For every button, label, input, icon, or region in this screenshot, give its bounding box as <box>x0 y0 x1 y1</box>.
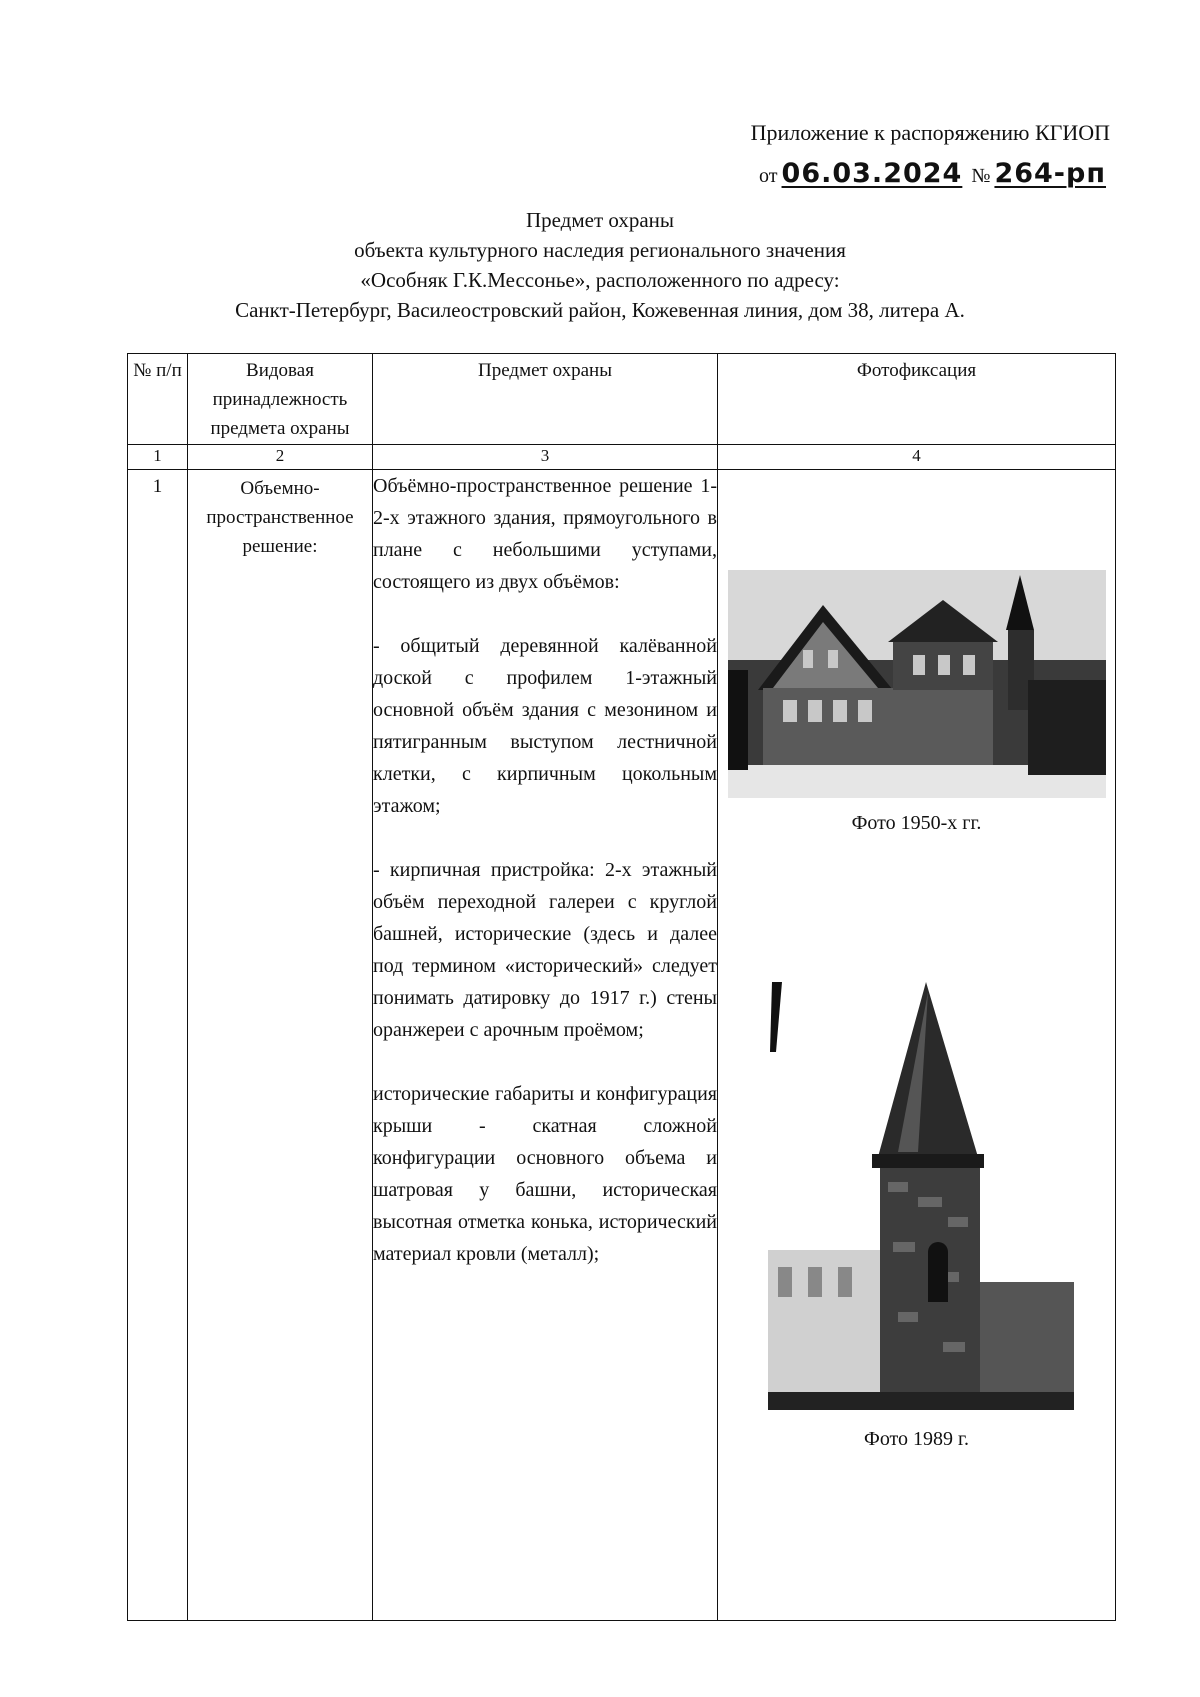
house-photo-1950s <box>728 570 1106 798</box>
row-subject <box>373 470 718 1621</box>
title-line-1: Предмет охраны <box>525 208 675 232</box>
column-number: 3 <box>373 445 718 470</box>
subject-paragraph: исторические габариты и конфигурация крыши - скатная сложной конфигурации основного объема и шатровая у башни, историческая высотная отметка конька, исторический материал кровли (металл); <box>373 1083 717 1265</box>
column-number: 1 <box>128 445 188 470</box>
subject-paragraph: - кирпичная пристройка: 2-х этажный объём переходной галереи с круглой башней, исторические (здесь и далее под термином «исторический» следует понимать датировку до 1917 г.) стены оранжереи с арочным проёмом; <box>373 859 717 1041</box>
header-photo: Фотофиксация <box>718 354 1116 445</box>
column-number: 4 <box>718 445 1116 470</box>
row-number: 1 <box>128 470 188 1621</box>
order-number: 264-рп <box>994 158 1106 189</box>
column-number-row <box>128 445 1116 470</box>
photo-caption-1989: Фото 1989 г. <box>864 1428 969 1450</box>
title-line-4: Санкт-Петербург, Василеостровский район, Кожевенная линия, дом 38, литера А. <box>235 298 965 322</box>
order-date: 06.03.2024 <box>781 158 963 189</box>
document-title <box>60 205 1140 325</box>
title-line-3: «Особняк Г.К.Мессонье», расположенного по адресу: <box>360 268 840 292</box>
header-type: Видовая принадлежность предмета охраны <box>188 354 373 445</box>
tower-photo-1989 <box>768 982 1074 1410</box>
subject-paragraph: Объёмно-пространственное решение 1-2-х этажного здания, прямоугольного в плане с небольшими уступами, состоящего из двух объёмов: <box>373 475 717 593</box>
row-type: Объемно-пространственное решение: <box>188 470 373 1621</box>
subject-paragraph: - общитый деревянной калёванной доской с профилем 1-этажный основной объём здания с мезонином и пятигранным выступом лестничной клетки, с кирпичным цокольным этажом; <box>373 635 717 817</box>
order-reference <box>759 158 1110 189</box>
order-prefix: от <box>759 165 778 187</box>
order-number-prefix: № <box>971 165 991 187</box>
protection-subject-table <box>127 353 1116 1621</box>
header-subject: Предмет охраны <box>373 354 718 445</box>
header-number: № п/п <box>128 354 188 445</box>
column-number: 2 <box>188 445 373 470</box>
table-row <box>128 470 1116 1621</box>
appendix-heading: Приложение к распоряжению КГИОП <box>750 120 1110 145</box>
row-photos <box>718 470 1116 1621</box>
title-line-2: объекта культурного наследия регионального значения <box>354 238 846 262</box>
photo-caption-1950s: Фото 1950-х гг. <box>851 812 982 834</box>
table-header-row <box>128 354 1116 445</box>
